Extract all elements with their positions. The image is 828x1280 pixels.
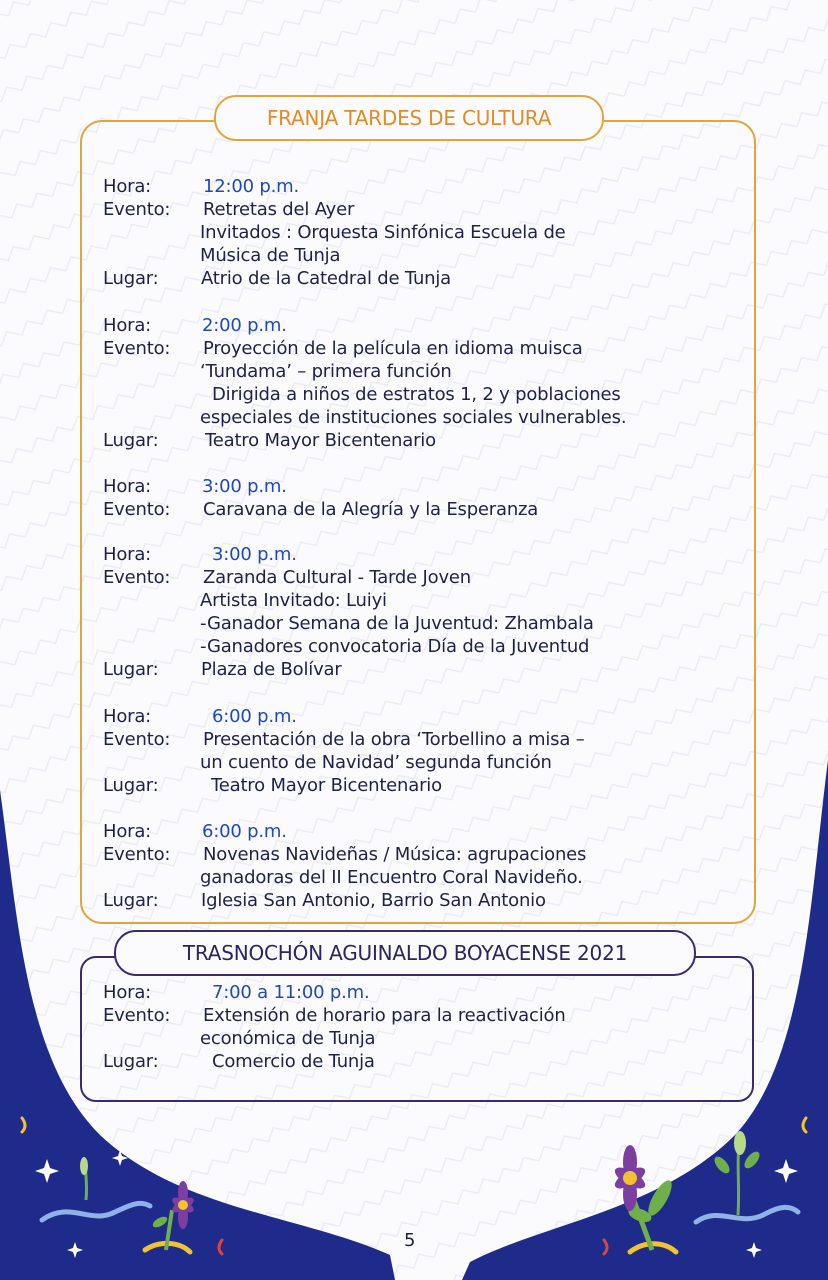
hora-label: Hora:	[103, 706, 152, 727]
event-description: ‘Tundama’ – primera función	[200, 361, 452, 382]
event-description: Invitados : Orquesta Sinfónica Escuela de	[200, 222, 566, 243]
lugar-label: Lugar:	[103, 659, 159, 680]
evento-label: Evento:	[103, 338, 171, 359]
event-description: Proyección de la película en idioma muisca	[203, 338, 583, 359]
lugar-label: Lugar:	[103, 1051, 159, 1072]
event-place: Plaza de Bolívar	[201, 659, 342, 680]
event-description: Zaranda Cultural - Tarde Joven	[203, 567, 471, 588]
event-description: un cuento de Navidad’ segunda función	[200, 752, 552, 773]
hora-label: Hora:	[103, 982, 152, 1003]
section-title-trasnochon: TRASNOCHÓN AGUINALDO BOYACENSE 2021	[114, 930, 696, 976]
hora-label: Hora:	[103, 315, 152, 336]
evento-label: Evento:	[103, 844, 171, 865]
event-description: Presentación de la obra ‘Torbellino a misa –	[203, 729, 585, 750]
lugar-label: Lugar:	[103, 890, 159, 911]
event-place: Teatro Mayor Bicentenario	[205, 430, 436, 451]
event-description: especiales de instituciones sociales vulnerables.	[200, 407, 627, 428]
event-entry	[103, 314, 743, 452]
event-description: Dirigida a niños de estratos 1, 2 y poblaciones	[212, 384, 621, 405]
lugar-label: Lugar:	[103, 430, 159, 451]
hora-label: Hora:	[103, 544, 152, 565]
event-entry	[103, 175, 743, 290]
lugar-label: Lugar:	[103, 268, 159, 289]
event-time: 6:00 p.m.	[212, 706, 297, 727]
event-time: 3:00 p.m.	[212, 544, 297, 565]
evento-label: Evento:	[103, 1005, 171, 1026]
hora-label: Hora:	[103, 176, 152, 197]
evento-label: Evento:	[103, 729, 171, 750]
event-time: 12:00 p.m.	[203, 176, 299, 197]
evento-label: Evento:	[103, 499, 171, 520]
hora-label: Hora:	[103, 476, 152, 497]
page-number: 5	[404, 1230, 416, 1251]
evento-label: Evento:	[103, 199, 171, 220]
evento-label: Evento:	[103, 567, 171, 588]
event-description: Artista Invitado: Luiyi	[200, 590, 387, 611]
event-place: Iglesia San Antonio, Barrio San Antonio	[201, 890, 546, 911]
event-entry	[103, 475, 743, 521]
event-entry	[103, 981, 743, 1073]
event-place: Comercio de Tunja	[212, 1051, 375, 1072]
event-time: 2:00 p.m.	[202, 315, 287, 336]
event-place: Teatro Mayor Bicentenario	[211, 775, 442, 796]
event-description: Retretas del Ayer	[203, 199, 355, 220]
event-description: -Ganadores convocatoria Día de la Juventud	[200, 636, 590, 657]
event-entry	[103, 820, 743, 912]
event-time: 7:00 a 11:00 p.m.	[212, 982, 370, 1003]
event-entry	[103, 705, 743, 797]
event-time: 6:00 p.m.	[202, 821, 287, 842]
event-description: Novenas Navideñas / Música: agrupaciones	[203, 844, 587, 865]
section-title-cultura: FRANJA TARDES DE CULTURA	[214, 95, 604, 141]
event-description: Música de Tunja	[200, 245, 341, 266]
event-description: -Ganador Semana de la Juventud: Zhambala	[200, 613, 594, 634]
event-description: ganadoras del II Encuentro Coral Navideño.	[200, 867, 583, 888]
event-entry	[103, 543, 743, 681]
event-description: Caravana de la Alegría y la Esperanza	[203, 499, 539, 520]
event-place: Atrio de la Catedral de Tunja	[201, 268, 452, 289]
event-time: 3:00 p.m.	[202, 476, 287, 497]
event-description: económica de Tunja	[200, 1028, 376, 1049]
event-description: Extensión de horario para la reactivación	[203, 1005, 566, 1026]
hora-label: Hora:	[103, 821, 152, 842]
lugar-label: Lugar:	[103, 775, 159, 796]
